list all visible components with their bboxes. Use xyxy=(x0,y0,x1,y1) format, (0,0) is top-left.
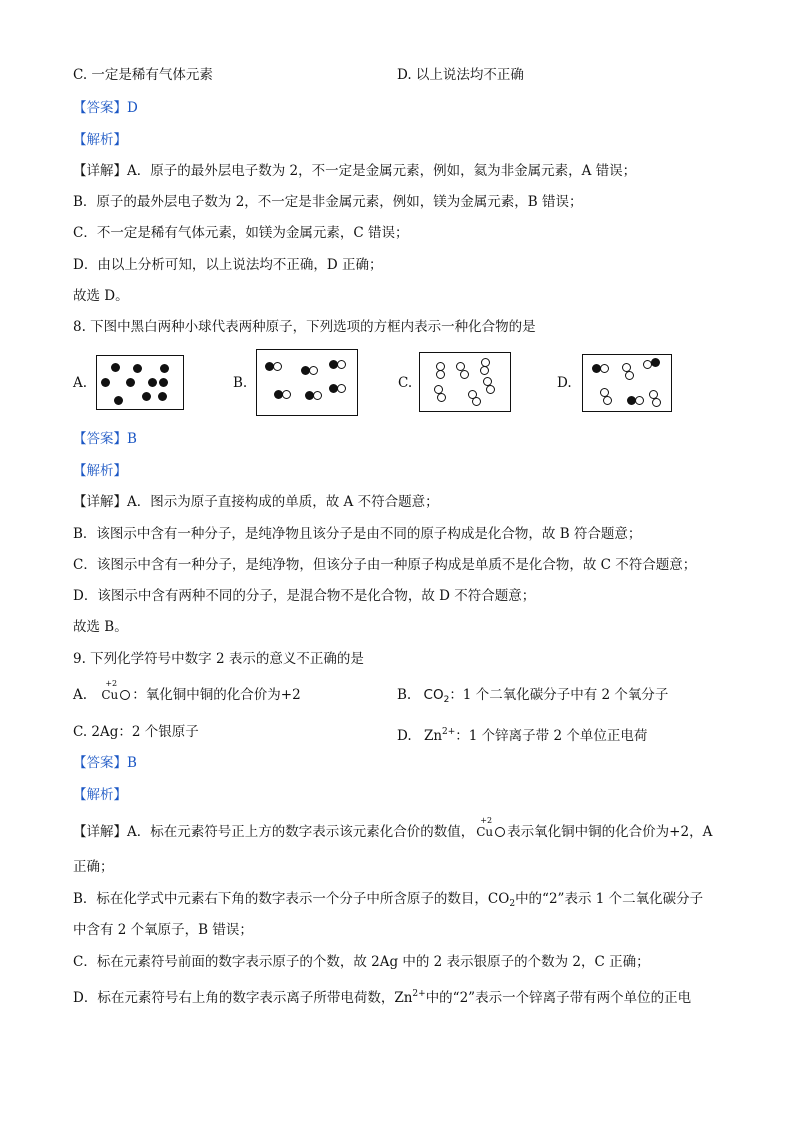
black-atom xyxy=(148,378,157,387)
q8-label-d: D. xyxy=(557,375,572,391)
q9-stem: 9. 下列化学符号中数字 2 表示的意义不正确的是 xyxy=(73,651,364,667)
option-text: ：1 个二氧化碳分子中有 2 个氧分子 xyxy=(449,687,669,703)
q8-detail-a: 【详解】A．图示为原子直接构成的单质，故 A 不符合题意； xyxy=(73,494,439,510)
element-symbol: Cu xyxy=(101,688,119,702)
white-atom xyxy=(436,370,445,379)
white-atom xyxy=(625,371,634,380)
option-text: ：1 个锌离子带 2 个单位正电荷 xyxy=(455,728,648,744)
white-atom xyxy=(652,398,661,407)
option-label: B. xyxy=(397,687,412,703)
black-atom xyxy=(111,363,120,372)
answer-label: 【答案】 xyxy=(73,100,127,116)
option-text: ：氧化铜中铜的化合价为+2 xyxy=(132,687,301,703)
q9-detail-a-line2: 正确； xyxy=(73,859,114,875)
q9-option-d xyxy=(397,723,647,745)
white-atom xyxy=(282,390,291,399)
q7-option-c: C. 一定是稀有气体元素 xyxy=(73,67,213,83)
black-atom xyxy=(126,378,135,387)
answer-value: B xyxy=(127,755,137,771)
q9-option-a xyxy=(73,679,301,704)
black-atom xyxy=(114,396,123,405)
white-atom xyxy=(480,366,489,375)
oxygen-symbol xyxy=(495,827,505,837)
white-atom xyxy=(486,385,495,394)
q9-option-b xyxy=(397,686,668,709)
q9-answer xyxy=(73,754,137,772)
formula-text: Zn xyxy=(423,728,443,744)
q7-detail-d: D．由以上分析可知，以上说法均不正确，D 正确； xyxy=(73,257,383,273)
white-atom xyxy=(337,384,346,393)
valence-number: +2 xyxy=(480,816,493,825)
q9-detail-b-line2: 中含有 2 个氧原子，B 错误； xyxy=(73,922,253,938)
text-segment: 表示氧化铜中铜的化合价为+2，A xyxy=(507,824,713,840)
q8-detail-b: B．该图示中含有一种分子，是纯净物且该分子是由不同的原子构成是化合物，故 B 符合题意； xyxy=(73,526,642,542)
white-atom xyxy=(460,370,469,379)
white-atom xyxy=(437,393,446,402)
q7-detail-b: B．原子的最外层电子数为 2，不一定是非金属元素，例如，镁为金属元素，B 错误； xyxy=(73,194,583,210)
white-atom xyxy=(472,397,481,406)
q8-diagram-c xyxy=(419,352,511,412)
formula-subscript: 2 xyxy=(509,899,516,909)
q8-conclusion: 故选 B。 xyxy=(73,619,128,635)
text-segment: D．标在元素符号右上角的数字表示离子所带电荷数，Zn xyxy=(73,990,413,1006)
formula-superscript: 2+ xyxy=(442,727,456,737)
white-atom xyxy=(635,396,644,405)
formula-text: CO xyxy=(423,687,444,703)
q9-detail-d-line1 xyxy=(73,985,691,1007)
q8-diagram-b xyxy=(256,349,358,416)
black-atom xyxy=(158,392,167,401)
black-atom xyxy=(142,392,151,401)
black-atom xyxy=(160,364,169,373)
white-atom xyxy=(273,362,282,371)
white-atom xyxy=(643,360,652,369)
formula-zn2 xyxy=(424,728,455,744)
black-atom xyxy=(133,364,142,373)
text-segment: 中的“2”表示 1 个二氧化碳分子 xyxy=(515,891,704,907)
formula-co2 xyxy=(424,687,450,703)
q8-detail-d: D．该图示中含有两种不同的分子，是混合物不是化合物，故 D 不符合题意； xyxy=(73,588,536,604)
valence-number: +2 xyxy=(105,679,118,688)
q8-label-b: B. xyxy=(233,375,248,391)
q9-detail-b-line1 xyxy=(73,890,703,913)
white-atom xyxy=(603,396,612,405)
text-segment: B．标在化学式中元素右下角的数字表示一个分子中所含原子的数目，CO xyxy=(73,891,510,907)
q8-detail-c: C．该图示中含有一种分子，是纯净物，但该分子由一种原子构成是单质不是化合物，故 C 不符合题意； xyxy=(73,557,697,573)
text-segment: 中的“2”表示一个锌离子带有两个单位的正电 xyxy=(425,990,692,1006)
option-label: D. xyxy=(397,728,412,744)
white-atom xyxy=(313,391,322,400)
q8-diagram-a xyxy=(96,355,184,410)
q9-analysis-label: 【解析】 xyxy=(73,787,127,803)
text-segment: 【详解】A．标在元素符号正上方的数字表示该元素化合价的数值， xyxy=(73,824,475,840)
q8-analysis-label: 【解析】 xyxy=(73,463,127,479)
valence-formula-cuo xyxy=(476,816,505,841)
q7-option-d: D. 以上说法均不正确 xyxy=(397,67,524,83)
q8-label-a: A. xyxy=(73,375,88,391)
q7-detail-c: C．不一定是稀有气体元素，如镁为金属元素，C 错误； xyxy=(73,225,409,241)
option-label: A. xyxy=(73,687,88,703)
formula-superscript: 2+ xyxy=(412,989,426,999)
q9-detail-c: C．标在元素符号前面的数字表示原子的个数，故 2Ag 中的 2 表示银原子的个数为 2，C 正确； xyxy=(73,954,650,970)
valence-formula-cuo xyxy=(101,679,130,704)
q8-answer xyxy=(73,430,137,448)
element-symbol: Cu xyxy=(476,825,494,839)
q9-option-c: C. 2Ag：2 个银原子 xyxy=(73,724,199,740)
q8-stem: 8. 下图中黑白两种小球代表两种原子，下列选项的方框内表示一种化合物的是 xyxy=(73,319,536,335)
black-atom xyxy=(101,378,110,387)
white-atom xyxy=(309,366,318,375)
answer-label: 【答案】 xyxy=(73,431,127,447)
black-atom xyxy=(651,358,660,367)
white-atom xyxy=(600,364,609,373)
q7-detail-a: 【详解】A．原子的最外层电子数为 2，不一定是金属元素，例如，氦为非金属元素，A 错误； xyxy=(73,163,637,179)
white-atom xyxy=(337,360,346,369)
answer-label: 【答案】 xyxy=(73,755,127,771)
q7-conclusion: 故选 D。 xyxy=(73,288,129,304)
oxygen-symbol xyxy=(120,690,130,700)
q7-analysis-label: 【解析】 xyxy=(73,132,127,148)
q8-diagram-d xyxy=(582,354,672,412)
formula-subscript: 2 xyxy=(443,695,450,705)
answer-value: B xyxy=(127,431,137,447)
q8-label-c: C. xyxy=(398,375,413,391)
answer-value: D xyxy=(127,100,138,116)
black-atom xyxy=(159,378,168,387)
q7-answer xyxy=(73,99,138,117)
q9-detail-a-line1 xyxy=(73,816,713,841)
